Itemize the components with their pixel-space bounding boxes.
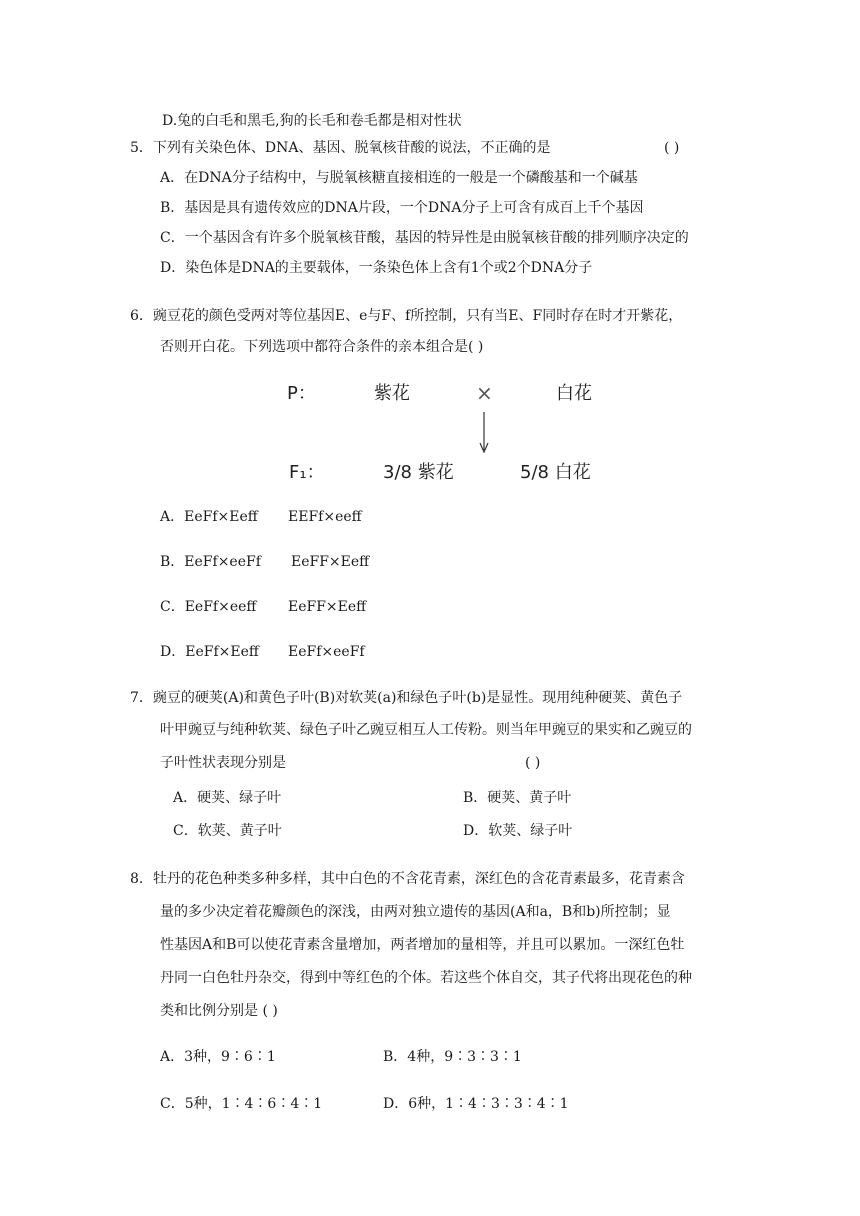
q6-option-c: C．EeFf×eeff: [160, 599, 257, 615]
diagram-p-label: P：: [287, 383, 316, 404]
q6-option-d-second: EeFf×eeFf: [288, 644, 365, 660]
q8-option-a: A．3种，9∶6∶1: [160, 1049, 276, 1065]
q8-option-d: D．6种，1∶4∶3∶3∶4∶1: [383, 1096, 569, 1112]
q7-stem-line-3: 子叶性状表现分别是: [160, 755, 286, 771]
q7-stem-line-1: 7．豌豆的硬荚(A)和黄色子叶(B)对软荚(a)和绿色子叶(b)是显性。现用纯种硬荚、黄色子: [130, 690, 683, 706]
q7-option-c: C．软荚、黄子叶: [173, 823, 282, 839]
q5-option-c: C．一个基因含有许多个脱氧核苷酸，基因的特异性是由脱氧核苷酸的排列顺序决定的: [160, 230, 689, 246]
q6-option-d: D．EeFf×Eeff: [160, 644, 259, 660]
q5-option-b: B．基因是具有遗传效应的DNA片段，一个DNA分子上可含有成百上千个基因: [160, 200, 644, 216]
q6-stem-line-2: 否则开白花。下列选项中都符合条件的亲本组合是( ): [160, 339, 484, 355]
q7-option-d: D．软荚、绿子叶: [463, 823, 573, 839]
diagram-f1-purple: 3/8 紫花: [383, 462, 454, 483]
q8-stem-line-4: 丹同一白色牡丹杂交，得到中等红色的个体。若这些个体自交，其子代将出现花色的种: [160, 970, 692, 986]
q6-option-a: A．EeFf×Eeff: [160, 509, 258, 525]
q5-option-a: A．在DNA分子结构中，与脱氧核糖直接相连的一般是一个磷酸基和一个碱基: [160, 170, 638, 186]
q7-option-a: A．硬荚、绿子叶: [173, 790, 282, 806]
q6-stem-line-1: 6．豌豆花的颜色受两对等位基因E、e与F、f所控制，只有当E、F同时存在时才开紫花，: [130, 308, 683, 324]
q5-answer-paren: ( ): [664, 140, 680, 156]
diagram-f1-white: 5/8 白花: [520, 462, 591, 483]
diagram-cross-symbol: ×: [476, 381, 493, 405]
q8-option-b: B．4种，9∶3∶3∶1: [383, 1049, 522, 1065]
q7-answer-paren: ( ): [525, 755, 541, 771]
q5-option-d: D．染色体是DNA的主要载体，一条染色体上含有1个或2个DNA分子: [160, 260, 593, 276]
q4-option-d: D.兔的白毛和黑毛,狗的长毛和卷毛都是相对性状: [162, 113, 462, 129]
diagram-parent-purple: 紫花: [374, 383, 410, 404]
q8-stem-line-5: 类和比例分别是 ( ): [160, 1003, 278, 1019]
q8-option-c: C．5种，1∶4∶6∶4∶1: [160, 1096, 323, 1112]
q6-option-a-second: EEFf×eeff: [288, 509, 362, 525]
q6-option-b-second: EeFF×Eeff: [291, 554, 370, 570]
q7-stem-line-2: 叶甲豌豆与纯种软荚、绿色子叶乙豌豆相互人工传粉。则当年甲豌豆的果实和乙豌豆的: [160, 722, 692, 738]
diagram-f1-label: F₁：: [289, 462, 325, 483]
q8-stem-line-3: 性基因A和B可以使花青素含量增加，两者增加的量相等，并且可以累加。一深红色牡: [160, 937, 685, 953]
q5-stem: 5．下列有关染色体、DNA、基因、脱氧核苷酸的说法，不正确的是: [130, 140, 551, 156]
q8-stem-line-2: 量的多少决定着花瓣颜色的深浅，由两对独立遗传的基因(A和a，B和b)所控制；显: [160, 904, 671, 920]
q6-option-c-second: EeFF×Eeff: [288, 599, 367, 615]
q6-option-b: B．EeFf×eeFf: [160, 554, 261, 570]
q8-stem-line-1: 8．牡丹的花色种类多种多样，其中白色的不含花青素，深红色的含花青素最多，花青素含: [130, 871, 685, 887]
diagram-arrow-icon: [478, 410, 490, 456]
q7-option-b: B．硬荚、黄子叶: [463, 790, 572, 806]
diagram-parent-white: 白花: [556, 383, 592, 404]
